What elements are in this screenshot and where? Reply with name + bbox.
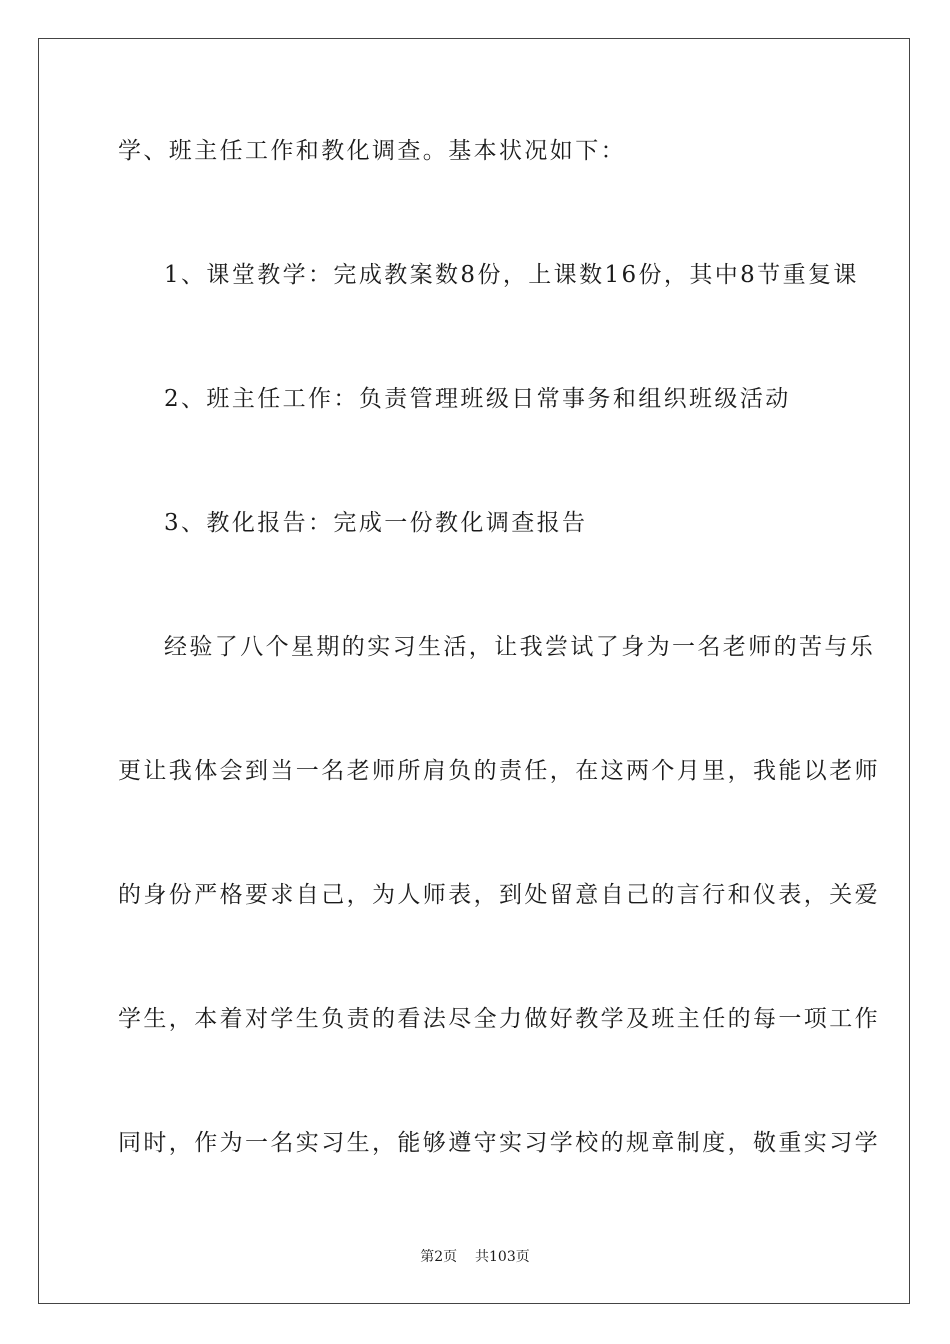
list-item-3: 3、教化报告：完成一份教化调查报告 bbox=[164, 510, 588, 536]
list-item-1: 1、课堂教学：完成教案数8份，上课数16份，其中8节重复课 bbox=[164, 262, 859, 288]
paragraph-line-5: 同时，作为一名实习生，能够遵守实习学校的规章制度，敬重实习学 bbox=[118, 1130, 880, 1156]
paragraph-line-3: 的身份严格要求自己，为人师表，到处留意自己的言行和仪表，关爱 bbox=[118, 882, 880, 908]
paragraph-line-2: 更让我体会到当一名老师所肩负的责任，在这两个月里，我能以老师 bbox=[118, 758, 880, 784]
body-line-1: 学、班主任工作和教化调查。基本状况如下： bbox=[118, 138, 626, 164]
page-number: 第2页 bbox=[420, 1249, 458, 1265]
paragraph-line-1: 经验了八个星期的实习生活，让我尝试了身为一名老师的苦与乐 bbox=[164, 634, 876, 660]
list-item-2: 2、班主任工作：负责管理班级日常事务和组织班级活动 bbox=[164, 386, 791, 412]
paragraph-line-4: 学生，本着对学生负责的看法尽全力做好教学及班主任的每一项工作 bbox=[118, 1006, 880, 1032]
page-border bbox=[38, 38, 910, 1304]
page-footer bbox=[0, 1248, 950, 1266]
page-total: 共103页 bbox=[475, 1249, 530, 1265]
